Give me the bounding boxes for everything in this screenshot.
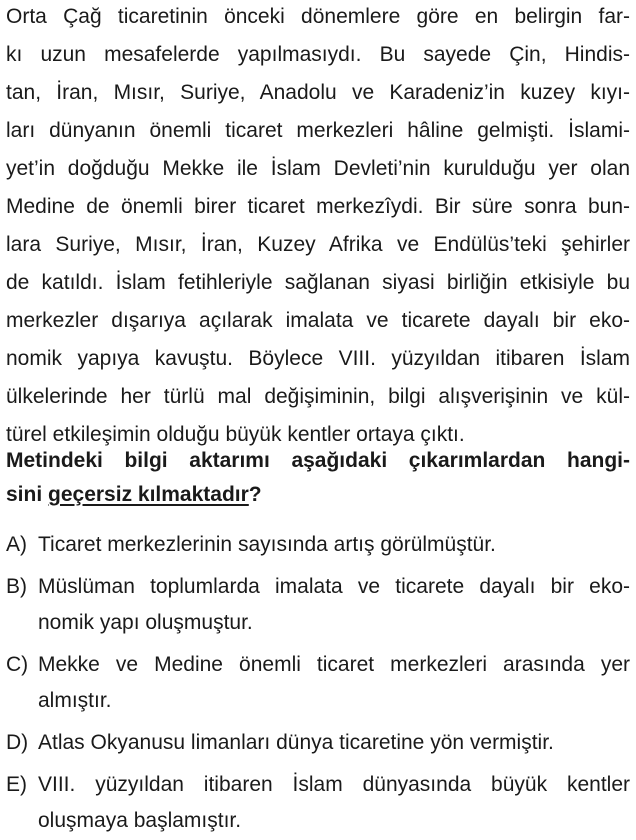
passage-line: yet’in doğduğu Mekke ile İslam Devleti’nin kurulduğu yer olan — [6, 157, 630, 180]
passage-line: lara Suriye, Mısır, İran, Kuzey Afrika ve Endülüs’teki şehirler — [6, 233, 630, 256]
passage-line: Medine de önemli birer ticaret merkezîydi. Bir süre sonra bun- — [6, 195, 630, 218]
passage-line: Orta Çağ ticaretinin önceki dönemlere göre en belirgin far- — [6, 5, 630, 28]
passage-line: kı uzun mesafelerde yapılmasıydı. Bu sayede Çin, Hindis- — [6, 43, 630, 66]
option-letter: A) — [6, 533, 27, 556]
option-text: VIII. yüzyıldan itibaren İslam dünyasında büyük kentler — [38, 773, 630, 796]
option-letter: B) — [6, 575, 27, 598]
passage-line: merkezler dışarıya açılarak imalata ve ticarete dayalı bir eko- — [6, 309, 630, 332]
passage-line: tan, İran, Mısır, Suriye, Anadolu ve Karadeniz’in kuzey kıyı- — [6, 81, 630, 104]
option-text: Atlas Okyanusu limanları dünya ticaretine yön vermiştir. — [38, 731, 554, 754]
question-prefix: sini — [6, 483, 49, 506]
question-mark: ? — [248, 483, 262, 506]
option-text: almıştır. — [38, 689, 112, 712]
passage-line: ları dünyanın önemli ticaret merkezleri hâline gelmişti. İslami- — [6, 119, 630, 142]
passage-line: ülkelerinde her türlü mal değişiminin, bilgi alışverişinin ve kül- — [6, 385, 630, 408]
question-line-2 — [6, 480, 630, 510]
option-text: oluşmaya başlamıştır. — [38, 809, 242, 832]
question-emphasis: geçersiz kılmaktadır — [48, 483, 249, 506]
passage-line: türel etkileşimin olduğu büyük kentler ortaya çıktı. — [6, 423, 465, 446]
option-letter: C) — [6, 653, 29, 676]
option-text: nomik yapı oluşmuştur. — [38, 611, 253, 634]
option-text: Ticaret merkezlerinin sayısında artış görülmüştür. — [38, 533, 496, 556]
passage-line: nomik yapıya kavuştu. Böylece VIII. yüzyıldan itibaren İslam — [6, 347, 630, 370]
option-letter: E) — [6, 773, 27, 796]
option-text: Mekke ve Medine önemli ticaret merkezleri arasında yer — [38, 653, 630, 676]
option-letter: D) — [6, 731, 29, 754]
option-text: Müslüman toplumlarda imalata ve ticarete dayalı bir eko- — [38, 575, 630, 598]
passage-line: de katıldı. İslam fetihleriyle sağlanan siyasi birliğin etkisiyle bu — [6, 271, 630, 294]
question-line-1: Metindeki bilgi aktarımı aşağıdaki çıkarımlardan hangi- — [6, 449, 630, 472]
